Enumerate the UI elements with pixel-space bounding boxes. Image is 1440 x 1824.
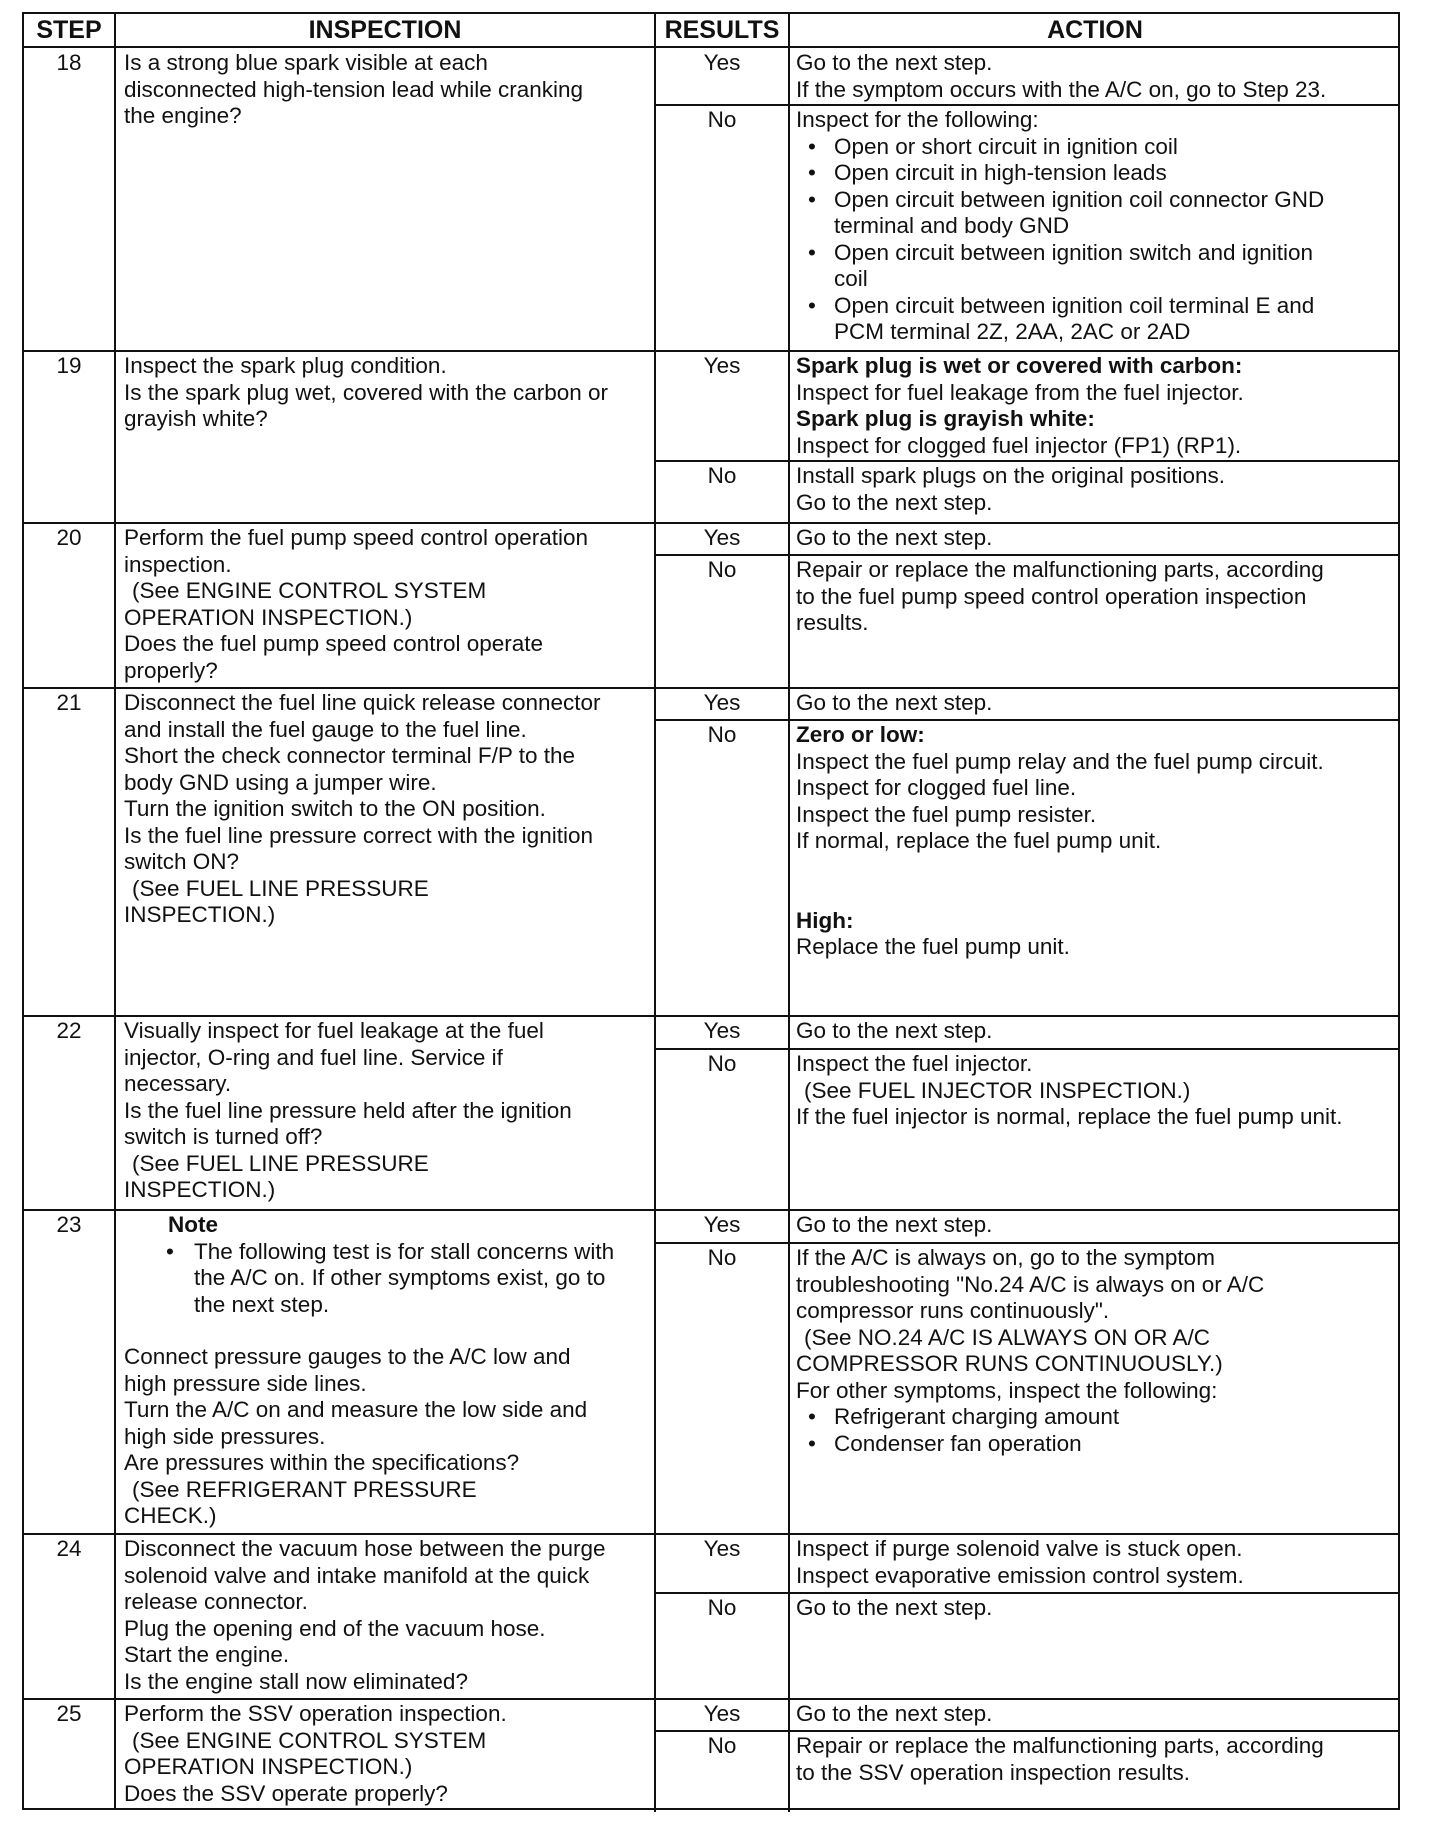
action-no: Install spark plugs on the original positions. Go to the next step. <box>796 463 1225 515</box>
step-number: 19 <box>56 353 82 378</box>
action-yes: Spark plug is wet or covered with carbon: Inspect for fuel leakage from the fuel injector. Spark plug is grayish white: Inspect for clogged fuel injector (FP1) (RP1). <box>796 353 1244 458</box>
row-divider <box>24 350 1398 352</box>
result-no: No <box>707 1733 737 1758</box>
row-divider <box>24 1015 1398 1017</box>
result-yes: Yes <box>703 690 741 715</box>
inspection-text: Disconnect the fuel line quick release connector and install the fuel gauge to the fuel line. Short the check connector terminal F/P to the body GND using a jumper wire. Turn the ignition switch to the ON position. Is the fuel line pressure correct with the ignition switch ON? (See FUEL LINE PRESSURE INSPECTION.) <box>124 690 601 927</box>
result-no: No <box>707 722 737 747</box>
action-no: Go to the next step. <box>796 1595 993 1620</box>
result-no: No <box>707 1051 737 1076</box>
step-number: 21 <box>56 690 82 715</box>
result-no: No <box>707 463 737 488</box>
result-no: No <box>707 107 737 132</box>
result-yes: Yes <box>703 1536 741 1561</box>
action-no: If the A/C is always on, go to the symptom troubleshooting "No.24 A/C is always on or A/C compressor runs continuously". (See NO.24 A/C IS ALWAYS ON OR A/C COMPRESSOR RUNS CONTINUOUSLY.) For other symptoms, inspect the following: • Refrigerant charging amount • Condenser fan operation <box>796 1245 1400 1457</box>
action-yes: Go to the next step. <box>796 690 993 715</box>
result-yes: Yes <box>703 525 741 550</box>
action-no: Repair or replace the malfunctioning parts, according to the SSV operation inspection results. <box>796 1733 1324 1785</box>
action-no: Inspect the fuel injector. (See FUEL INJECTOR INSPECTION.) If the fuel injector is normal, replace the fuel pump unit. <box>796 1051 1343 1129</box>
action-no: Zero or low: Inspect the fuel pump relay and the fuel pump circuit. Inspect for clogged fuel line. Inspect the fuel pump resister. If normal, replace the fuel pump unit. High: Replace the fuel pump unit. <box>796 722 1324 959</box>
col-divider <box>654 14 656 48</box>
action-no: Inspect for the following: • Open or short circuit in ignition coil • Open circuit in high-tension leads • Open circuit between ignition coil connector GND terminal and body GND • Open circuit between ignition switch and ignition coil • Open circuit between ignition coil terminal E and PCM terminal 2Z, 2AA, 2AC or 2AD <box>796 107 1400 346</box>
col-divider <box>788 14 790 48</box>
result-no: No <box>707 557 737 582</box>
action-yes: Go to the next step. If the symptom occurs with the A/C on, go to Step 23. <box>796 50 1327 102</box>
inspection-text: Inspect the spark plug condition. Is the spark plug wet, covered with the carbon or grayish white? <box>124 353 609 431</box>
action-yes: Inspect if purge solenoid valve is stuck open. Inspect evaporative emission control system. <box>796 1536 1244 1588</box>
step-number: 23 <box>56 1212 82 1237</box>
action-yes: Go to the next step. <box>796 1212 993 1237</box>
header-inspection: INSPECTION <box>116 14 654 48</box>
inspection-text: Note • The following test is for stall concerns with the A/C on. If other symptoms exist, go to the next step. Connect pressure gauges to the A/C low and high pressure side lines. Turn the A/C on and measure the low side and high side pressures. Are pressures within the specifications? (See REFRIGERANT PRESSURE CHECK.) <box>124 1212 654 1530</box>
step-number: 22 <box>56 1018 82 1043</box>
action-yes: Go to the next step. <box>796 1018 993 1043</box>
result-no: No <box>707 1595 737 1620</box>
result-yes: Yes <box>703 1701 741 1726</box>
step-number: 24 <box>56 1536 82 1561</box>
result-yes: Yes <box>703 50 741 75</box>
inspection-text: Disconnect the vacuum hose between the purge solenoid valve and intake manifold at the quick release connector. Plug the opening end of the vacuum hose. Start the engine. Is the engine stall now eliminated? <box>124 1536 606 1694</box>
inspection-text: Is a strong blue spark visible at each disconnected high-tension lead while cranking the engine? <box>124 50 584 128</box>
step-number: 25 <box>56 1701 82 1726</box>
action-yes: Go to the next step. <box>796 525 993 550</box>
diagnostic-table <box>22 12 1400 1810</box>
result-yes: Yes <box>703 353 741 378</box>
col-divider <box>114 14 116 1808</box>
note-heading: Note <box>168 1212 218 1237</box>
row-divider <box>24 1698 1398 1700</box>
row-divider <box>24 687 1398 689</box>
step-number: 20 <box>56 525 82 550</box>
inspection-text: Visually inspect for fuel leakage at the fuel injector, O-ring and fuel line. Service if necessary. Is the fuel line pressure held after the ignition switch is turned off? (See FUEL LINE PRESSURE INSPECTION.) <box>124 1018 572 1202</box>
action-no: Repair or replace the malfunctioning parts, according to the fuel pump speed control operation inspection results. <box>796 557 1324 635</box>
inspection-text: Perform the SSV operation inspection. (See ENGINE CONTROL SYSTEM OPERATION INSPECTION.) Does the SSV operate properly? <box>124 1701 507 1806</box>
result-yes: Yes <box>703 1212 741 1237</box>
row-divider <box>24 522 1398 524</box>
step-number: 18 <box>56 50 82 75</box>
result-yes: Yes <box>703 1018 741 1043</box>
inspection-text: Perform the fuel pump speed control operation inspection. (See ENGINE CONTROL SYSTEM OPERATION INSPECTION.) Does the fuel pump speed control operate properly? <box>124 525 589 683</box>
header-step: STEP <box>24 14 114 48</box>
header-action: ACTION <box>790 14 1400 48</box>
row-divider <box>24 1209 1398 1211</box>
result-no: No <box>707 1245 737 1270</box>
action-yes: Go to the next step. <box>796 1701 993 1726</box>
header-results: RESULTS <box>656 14 788 48</box>
row-divider <box>24 1533 1398 1535</box>
